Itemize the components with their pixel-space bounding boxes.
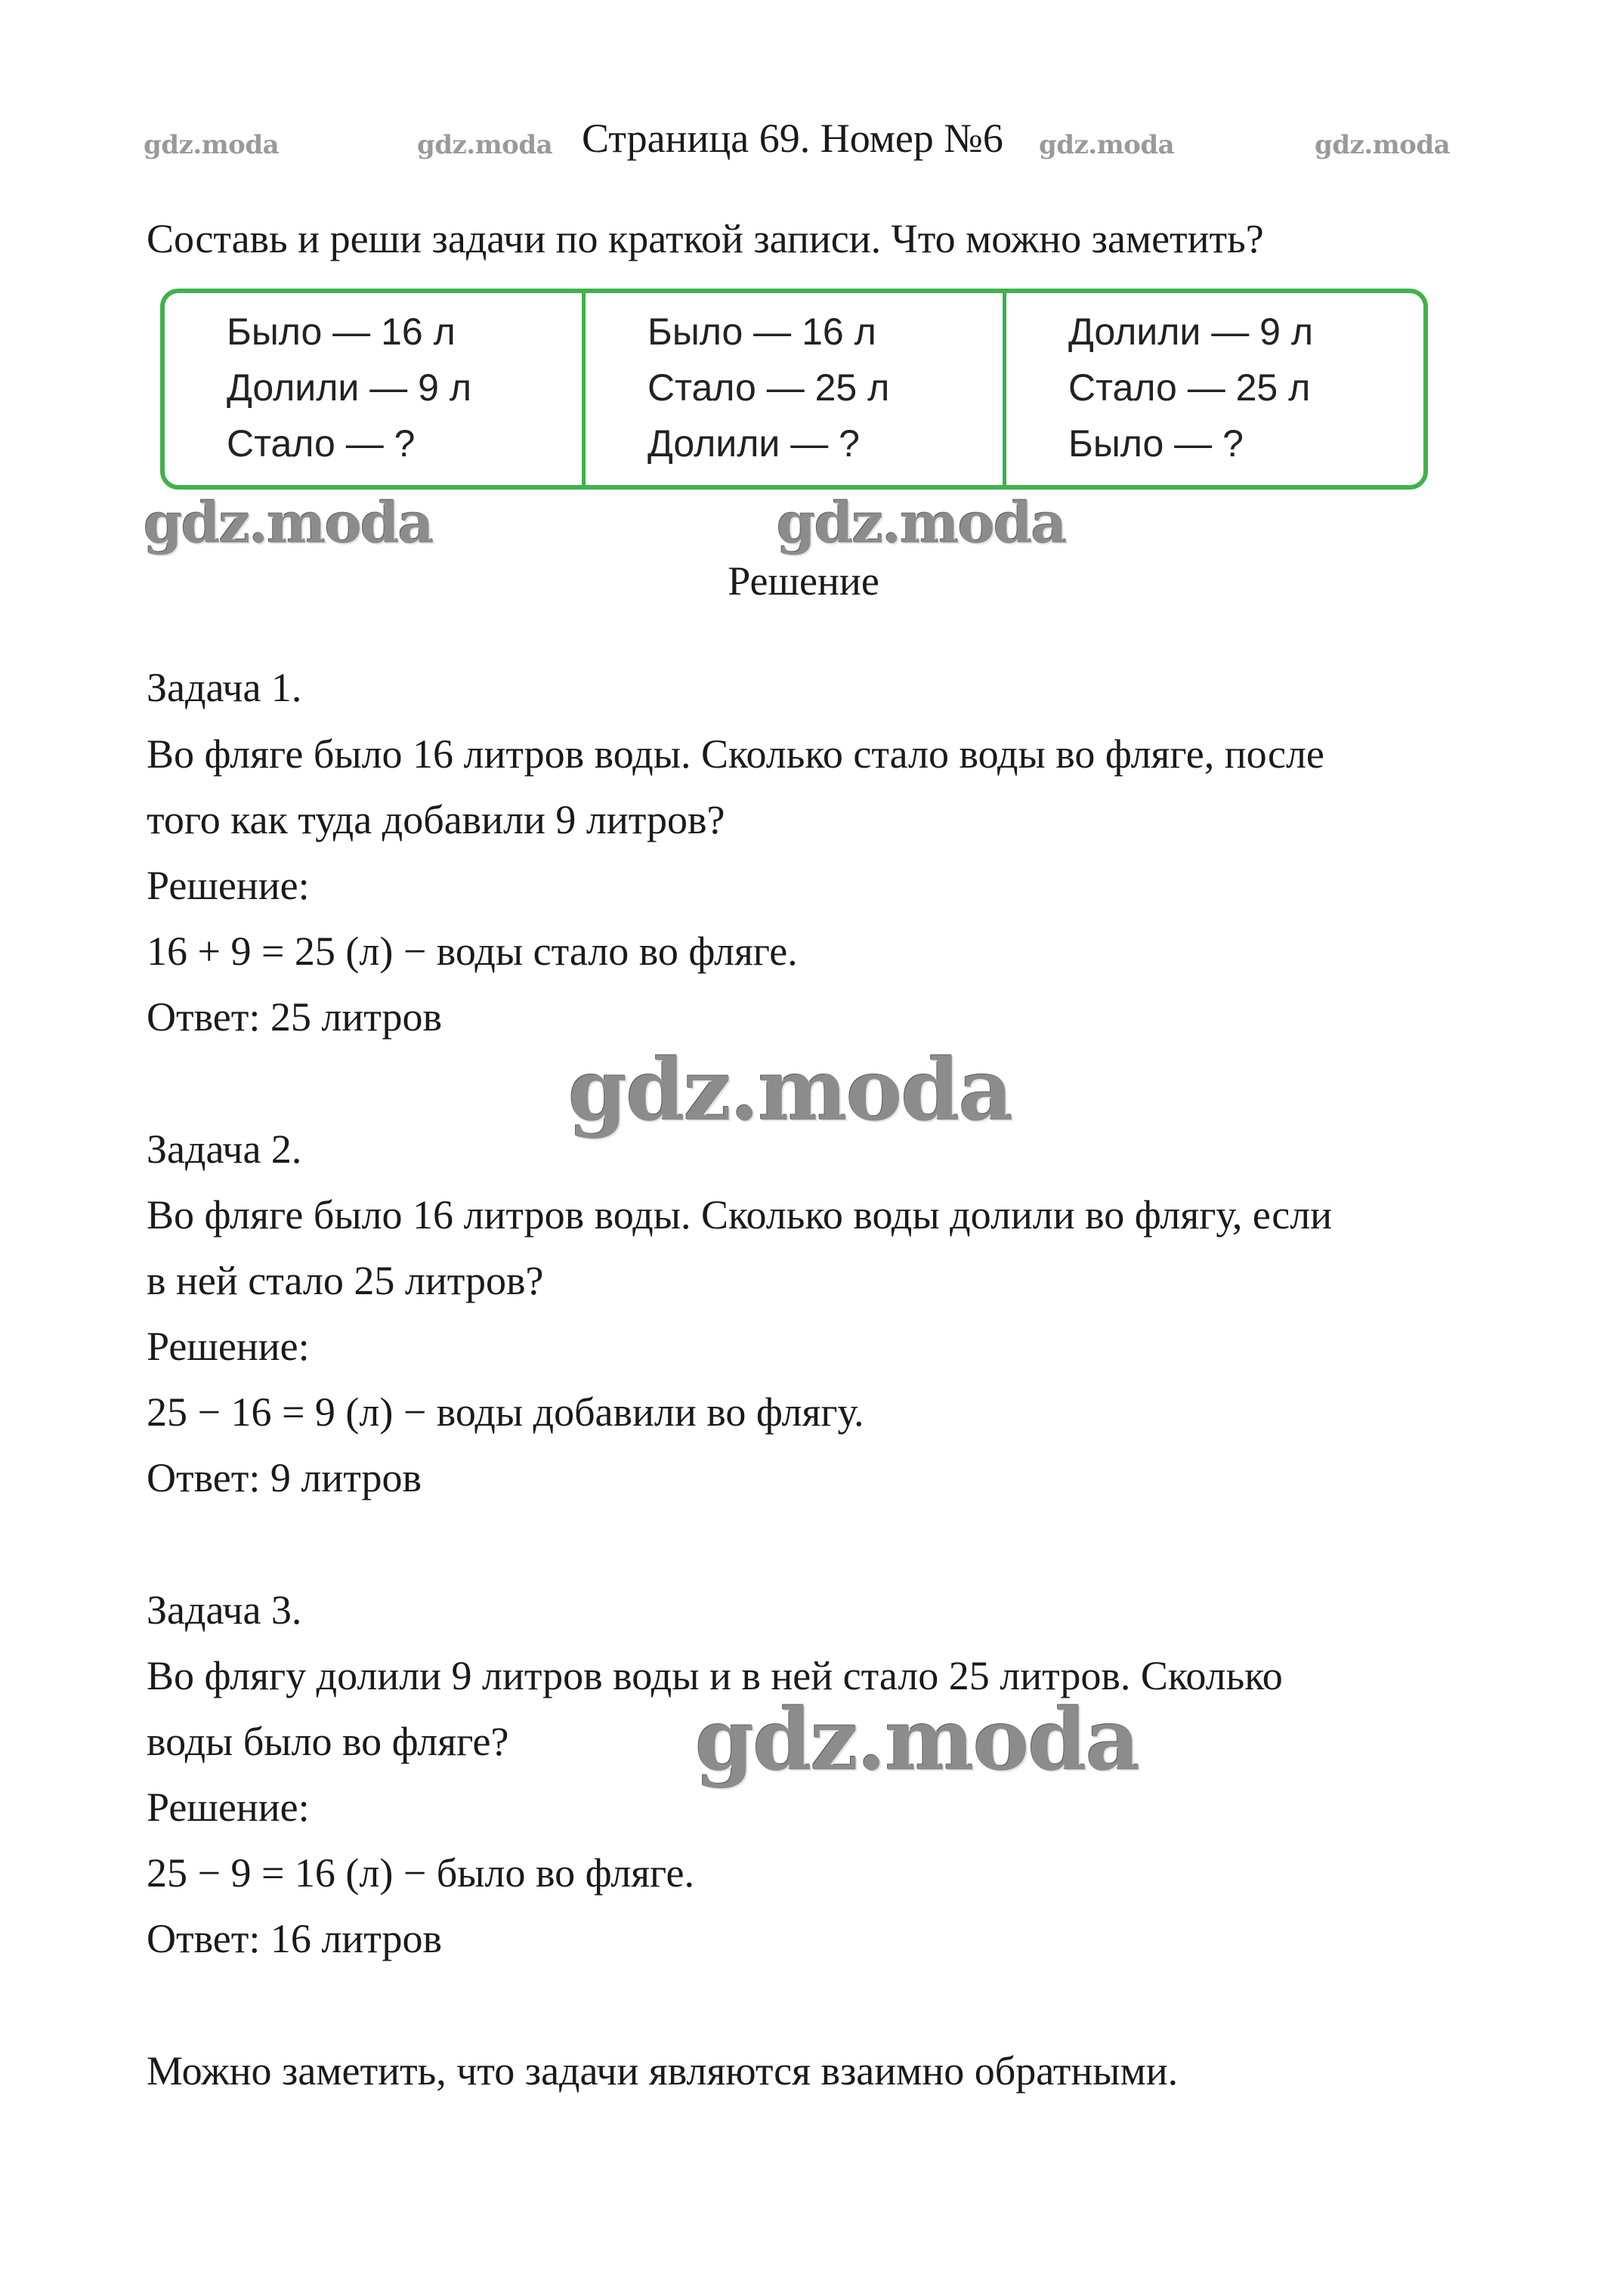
task-text: Во флягу долили 9 литров воды и в ней стало 25 литров. Сколько xyxy=(147,1653,1283,1698)
watermark: gdz.moda xyxy=(777,491,1066,556)
calculation: 25 − 9 = 16 (л) − было во фляге. xyxy=(147,1850,694,1896)
watermark: gdz.moda xyxy=(417,130,553,160)
record-column xyxy=(582,293,1003,485)
watermark: gdz.moda xyxy=(568,1041,1012,1140)
page-title: Страница 69. Номер №6 xyxy=(582,116,1003,161)
record-column xyxy=(1003,293,1423,485)
task-text: Во фляге было 16 литров воды. Сколько стало воды во фляге, после xyxy=(147,731,1324,777)
answer: Ответ: 9 литров xyxy=(147,1455,422,1500)
record-line: Долили — 9 л xyxy=(227,366,471,409)
record-line: Стало — 25 л xyxy=(647,366,890,409)
task-text: того как туда добавили 9 литров? xyxy=(147,797,725,842)
solution-label: Решение: xyxy=(147,1785,310,1830)
record-line: Было — ? xyxy=(1068,422,1244,465)
solution-label: Решение: xyxy=(147,863,310,908)
solution-heading: Решение xyxy=(728,558,879,604)
watermark: gdz.moda xyxy=(1315,130,1451,160)
record-line: Долили — 9 л xyxy=(1068,311,1313,353)
task-title: Задача 3. xyxy=(147,1587,302,1633)
task-title: Задача 1. xyxy=(147,665,302,710)
task-text: Во фляге было 16 литров воды. Сколько воды долили во флягу, если xyxy=(147,1192,1333,1238)
record-column xyxy=(165,293,582,485)
watermark: gdz.moda xyxy=(695,1691,1139,1790)
task-text: воды было во фляге? xyxy=(147,1719,509,1764)
task-title: Задача 2. xyxy=(147,1126,302,1172)
instruction: Составь и реши задачи по краткой записи. Что можно заметить? xyxy=(147,216,1264,261)
calculation: 16 + 9 = 25 (л) − воды стало во фляге. xyxy=(147,929,798,974)
solution-label: Решение: xyxy=(147,1324,310,1369)
watermark: gdz.moda xyxy=(1039,130,1175,160)
record-line: Долили — ? xyxy=(647,422,860,465)
calculation: 25 − 16 = 9 (л) − воды добавили во флягу. xyxy=(147,1389,864,1435)
short-record-box xyxy=(160,289,1428,490)
watermark: gdz.moda xyxy=(144,130,280,160)
record-line: Стало — 25 л xyxy=(1068,366,1311,409)
record-line: Было — 16 л xyxy=(647,311,876,353)
conclusion: Можно заметить, что задачи являются взаимно обратными. xyxy=(147,2048,1179,2094)
watermark: gdz.moda xyxy=(144,491,433,556)
task-text: в ней стало 25 литров? xyxy=(147,1258,544,1303)
answer: Ответ: 16 литров xyxy=(147,1916,442,1961)
record-line: Стало — ? xyxy=(227,422,416,465)
record-line: Было — 16 л xyxy=(227,311,456,353)
answer: Ответ: 25 литров xyxy=(147,994,442,1040)
